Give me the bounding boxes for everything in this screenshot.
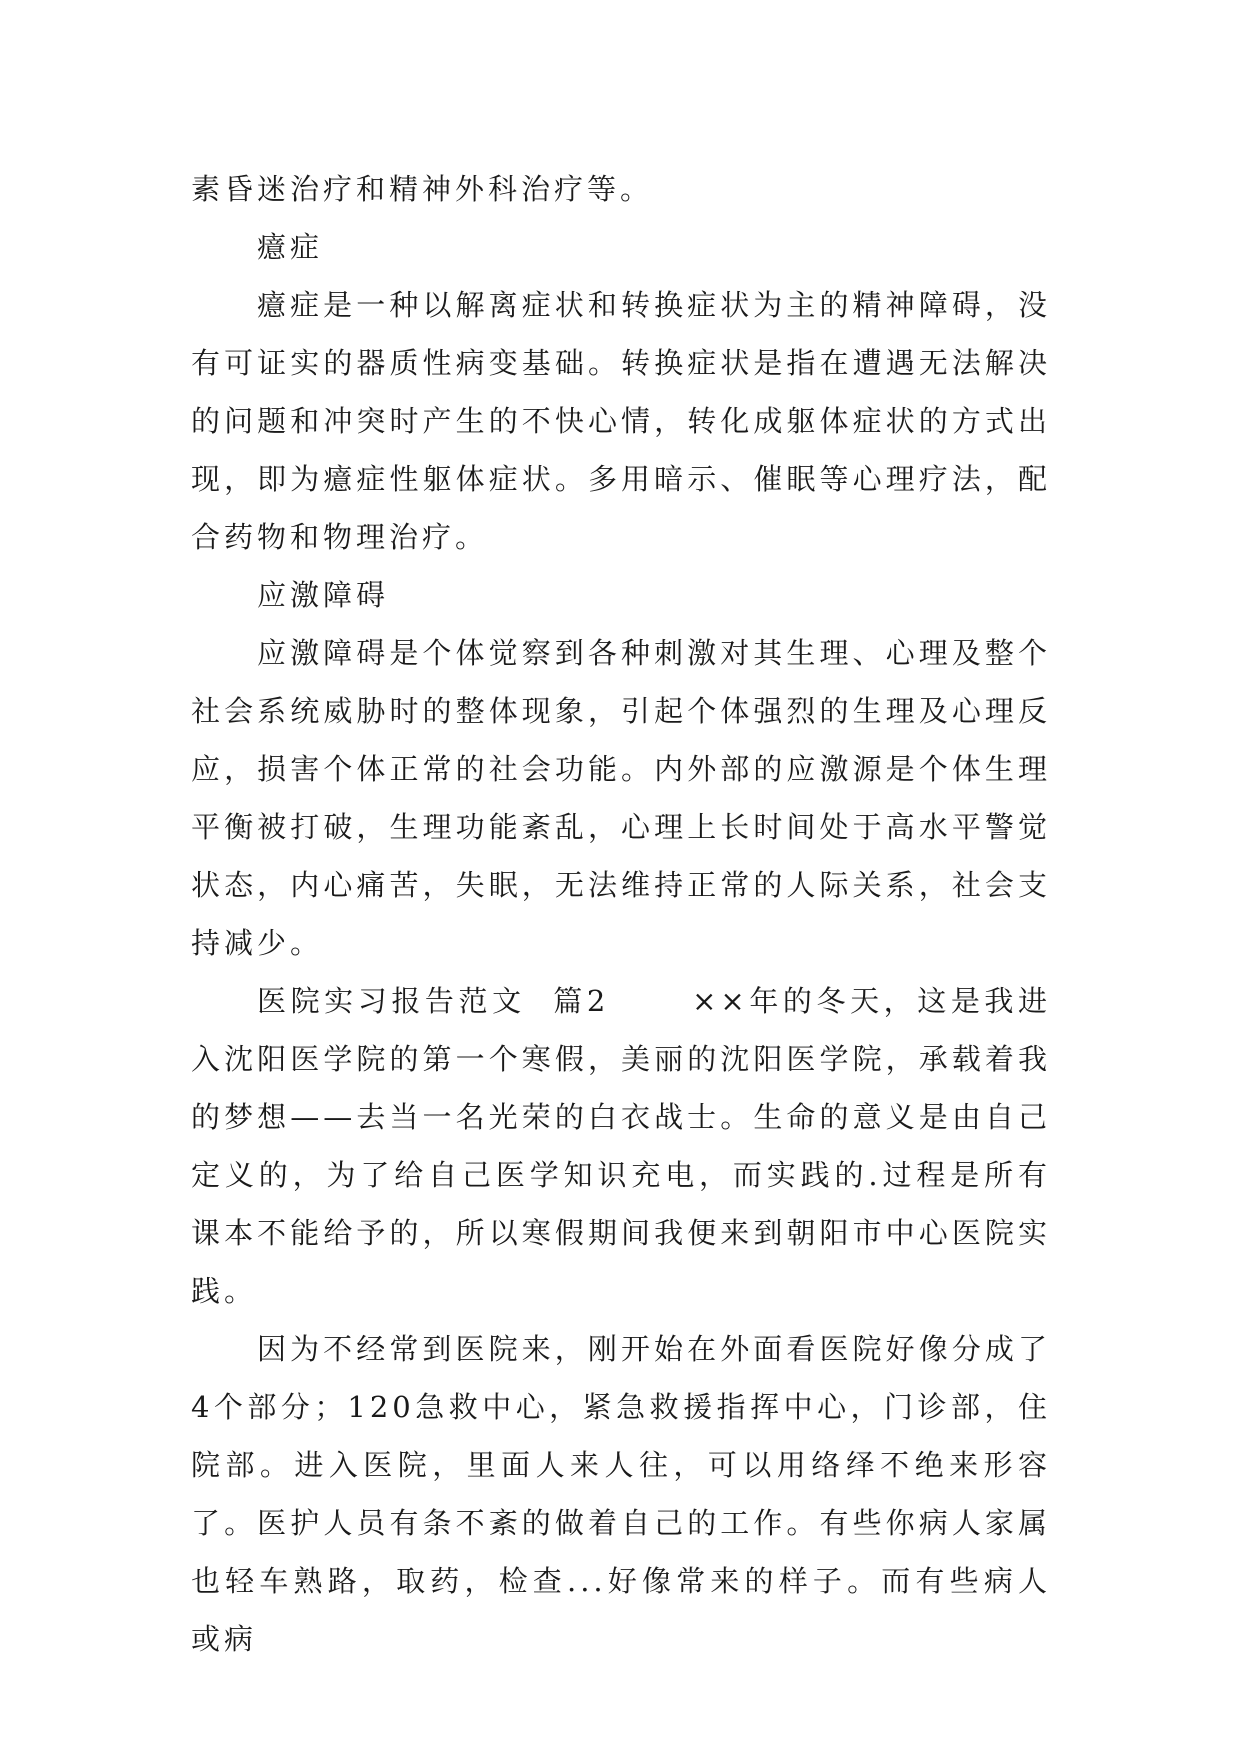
section-heading-hysteria: 癔症 [257, 230, 324, 264]
paragraph-report-part-2: 医院实习报告范文 篇2 ××年的冬天，这是我进入沈阳医学院的第一个寒假，美丽的沈阳医学院，承载着我的梦想——去当一名光荣的白衣战士。生命的意义是由自己定义的，为了给自己医学知识充电，而实践的.过程是所有课本不能给予的，所以寒假期间我便来到朝阳市中心医院实践。 [191, 984, 1051, 1308]
paragraph-hospital-description: 因为不经常到医院来，刚开始在外面看医院好像分成了4个部分；120急救中心，紧急救援指挥中心，门诊部，住院部。进入医院，里面人来人往，可以用络绎不绝来形容了。医护人员有条不紊的做着自己的工作。有些你病人家属也轻车熟路，取药，检查...好像常来的样子。而有些病人或病 [191, 1332, 1051, 1656]
document-body [191, 160, 1051, 1668]
paragraph-stress-disorder: 应激障碍是个体觉察到各种刺激对其生理、心理及整个社会系统威胁时的整体现象，引起个体强烈的生理及心理反应，损害个体正常的社会功能。内外部的应激源是个体生理平衡被打破，生理功能紊乱，心理上长时间处于高水平警觉状态，内心痛苦，失眠，无法维持正常的人际关系，社会支持减少。 [191, 636, 1051, 960]
paragraph-continuation: 素昏迷治疗和精神外科治疗等。 [191, 172, 654, 206]
section-heading-stress-disorder: 应激障碍 [257, 578, 390, 612]
paragraph-hysteria: 癔症是一种以解离症状和转换症状为主的精神障碍，没有可证实的器质性病变基础。转换症状是指在遭遇无法解决的问题和冲突时产生的不快心情，转化成躯体症状的方式出现，即为癔症性躯体症状。多用暗示、催眠等心理疗法，配合药物和物理治疗。 [191, 288, 1051, 554]
